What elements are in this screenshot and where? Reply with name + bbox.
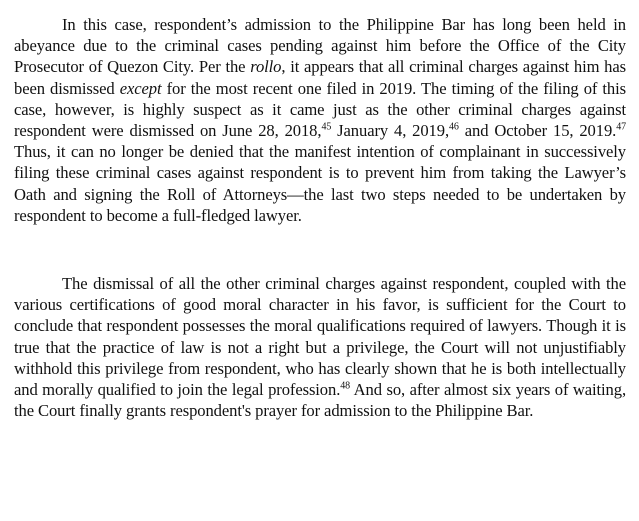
document-page: [14, 14, 626, 421]
italic-rollo: rollo: [250, 57, 282, 77]
footnote-ref-47: 47: [616, 121, 627, 133]
paragraph-2-text-2: And so, after almost six years of waiting, the Court finally grants respondent's prayer for admission to the Philippine Bar.: [14, 380, 626, 421]
footnote-ref-46: 46: [449, 121, 459, 133]
paragraph-1-text-1: In this case, respondent’s admission to the Philippine Bar has long been held in abeyance due to the criminal cases pending against him before the Office of the City Prosecutor of Quezon City. Per the: [14, 15, 626, 77]
paragraph-1-text-5: and October 15, 2019.: [458, 121, 617, 141]
paragraph-dismissal-admission: [14, 273, 626, 421]
italic-except: except: [119, 78, 162, 98]
footnote-ref-48: 48: [340, 380, 351, 392]
paragraph-1-text-3: for the most recent one filed in 2019. The timing of the filing of this case, however, is highly suspect as it came just as the other criminal charges against respondent were dismissed on June 28, 2018,: [14, 78, 626, 141]
paragraph-1-text-4: January 4, 2019,: [331, 121, 450, 141]
footnote-ref-45: 45: [321, 121, 332, 133]
paragraph-1-text-6: Thus, it can no longer be denied that the manifest intention of complainant in successively filing these criminal cases against respondent is to prevent him from taking the Lawyer’s Oath and signing the Roll of Attorneys—the last two steps needed to be undertaken by respondent to become a full-fledged lawyer.: [14, 142, 626, 225]
paragraph-2-text-1: The dismissal of all the other criminal charges against respondent, coupled with the various certifications of good moral character in his favor, is sufficient for the Court to conclude that respondent possesses the moral qualifications required of lawyers. Though it is true that the practice of law is not a right but a privilege, the Court will not unjustifiably withhold this privilege from respondent, who has clearly shown that he is both intellectually and morally qualified to join the legal profession.: [14, 274, 626, 400]
paragraph-1-text-2: , it appears that all criminal charges against him has been dismissed: [14, 57, 626, 98]
paragraph-admission-abeyance: [14, 14, 626, 226]
